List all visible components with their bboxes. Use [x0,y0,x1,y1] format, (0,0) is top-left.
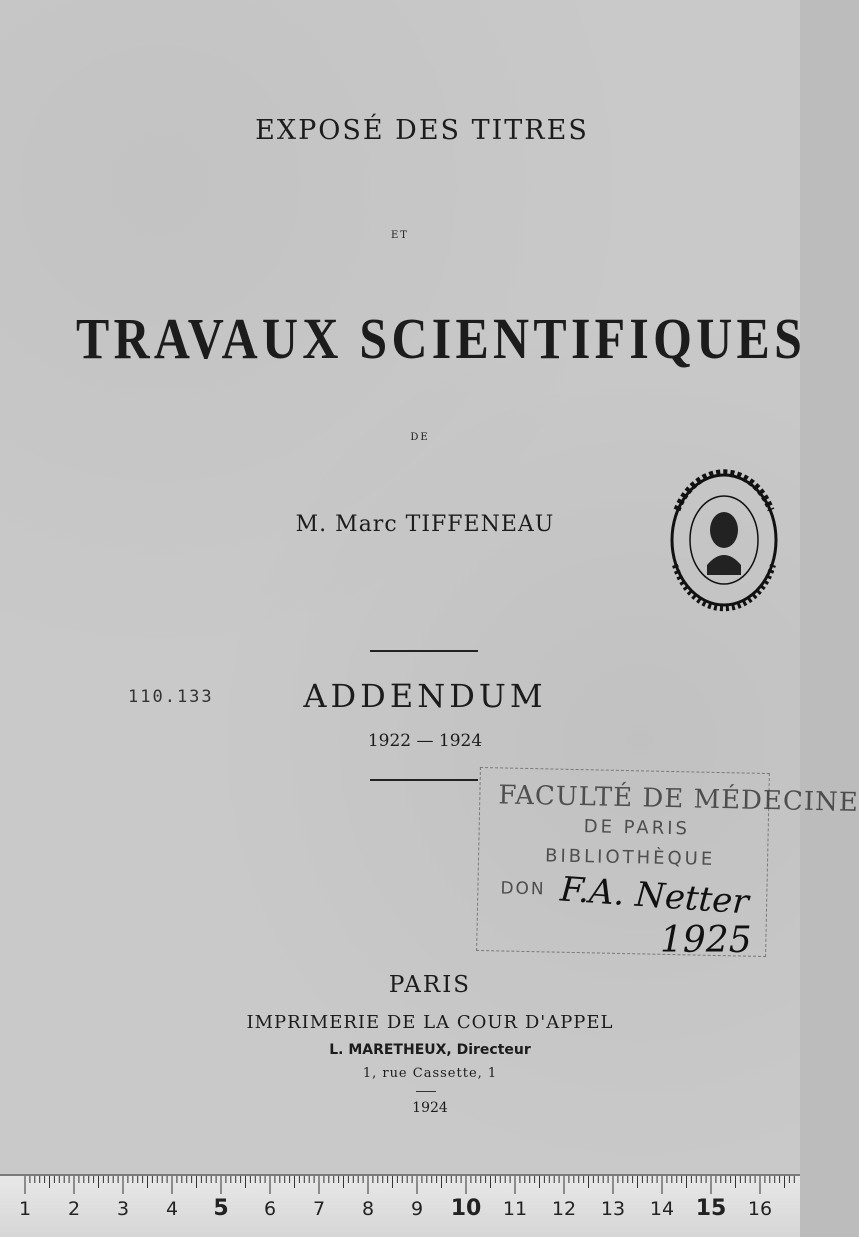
measuring-ruler [0,1174,800,1237]
ruler-number: 10 [450,1196,482,1221]
ruler-number: 8 [361,1198,375,1220]
stamp-don: DON [500,878,546,900]
imprint-printer: IMPRIMERIE DE LA COUR D'APPEL [246,1012,614,1033]
imprint-rule [416,1091,436,1092]
title-line-expose: EXPOSÉ DES TITRES [255,115,589,146]
title-preposition: DE [410,432,430,443]
ruler-number: 3 [116,1198,130,1220]
donor-signature: F.A. Netter [558,869,751,923]
ruler-number: 13 [600,1198,626,1220]
ruler-number: 7 [312,1198,326,1220]
faculty-seal-icon [667,470,782,610]
divider-bottom [370,779,478,781]
shelfmark: 110.133 [128,687,214,707]
divider-top [370,650,478,652]
title-conjunction: ET [391,230,409,241]
imprint-year: 1924 [412,1100,448,1116]
imprint-director: L. MARETHEUX, Directeur [329,1042,531,1058]
ruler-number: 1 [18,1198,32,1220]
stamp-library: BIBLIOTHÈQUE [544,845,716,870]
ruler-ticks [0,1176,800,1198]
stamp-faculty: FACULTÉ DE MÉDECINE [498,780,859,818]
ruler-number: 12 [551,1198,577,1220]
addendum-years: 1922 — 1924 [367,731,483,751]
ruler-number: 9 [410,1198,424,1220]
ruler-number: 5 [213,1196,229,1221]
donation-year: 1925 [660,920,752,961]
ruler-number: 6 [263,1198,277,1220]
addendum-heading: ADDENDUM [303,677,547,715]
imprint-city: PARIS [388,972,472,998]
ruler-number: 16 [747,1198,773,1220]
ruler-number: 15 [695,1196,727,1221]
ruler-number: 14 [649,1198,675,1220]
main-title: TRAVAUX SCIENTIFIQUES [76,306,807,371]
author-name: M. Marc TIFFENEAU [295,512,555,537]
imprint-address: 1, rue Cassette, 1 [362,1066,498,1081]
stamp-city: DE PARIS [583,816,691,840]
ruler-number: 2 [67,1198,81,1220]
ruler-number: 4 [165,1198,179,1220]
ruler-number: 11 [502,1198,528,1220]
